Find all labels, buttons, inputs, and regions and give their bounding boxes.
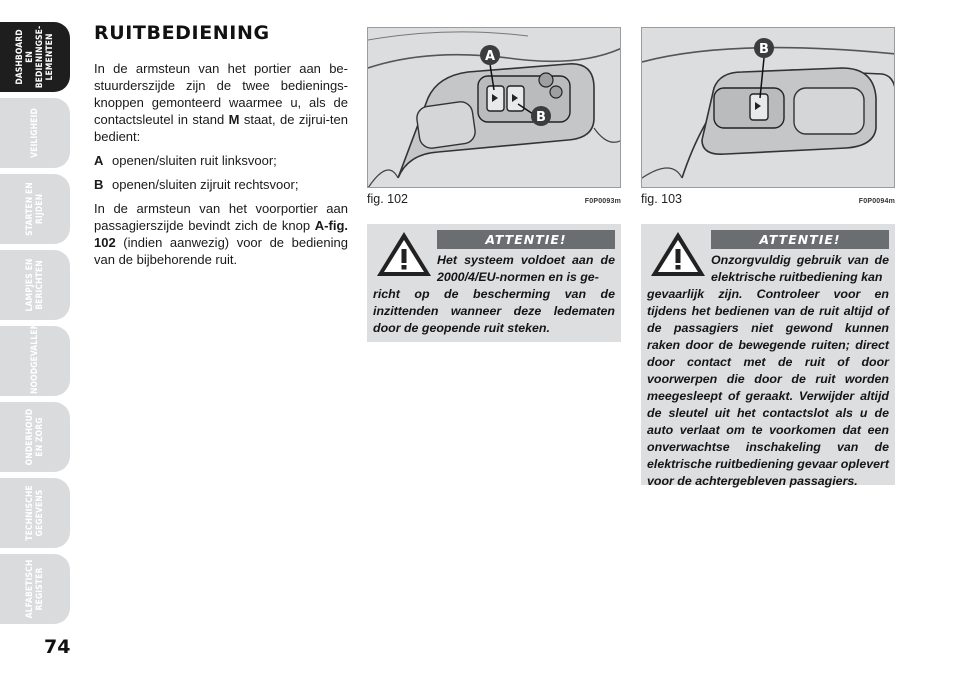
warning-header	[373, 230, 615, 250]
figure-103	[641, 27, 895, 206]
warning-triangle-icon	[649, 230, 707, 278]
tab-technische-gegevens[interactable]	[0, 478, 70, 548]
warning-header	[647, 230, 889, 250]
section-title: RUITBEDIENING	[94, 22, 270, 44]
figure-image	[641, 27, 895, 188]
tab-dashboard[interactable]	[0, 22, 70, 92]
warning-lead: Onzorgvuldig gebruik van de elektrische ruitbediening kan	[711, 253, 889, 284]
warning-title: ATTENTIE!	[711, 230, 889, 249]
figure-reference: A-fig. 102	[94, 218, 348, 250]
tab-noodgevallen[interactable]	[0, 322, 70, 396]
paragraph-text: In de armsteun van het voorportier aan passagierszijde bevindt zich de knop	[94, 201, 348, 233]
passenger-armrest-illustration	[642, 28, 895, 188]
item-key: B	[94, 177, 104, 192]
passenger-paragraph	[94, 200, 348, 268]
callout-b: B	[536, 110, 546, 125]
warning-lead: Het systeem voldoet aan de 2000/4/EU-normen en is ge-	[437, 253, 615, 284]
figure-code: F0P0093m	[584, 198, 621, 205]
warning-box	[641, 224, 895, 488]
tab-label: LAMPJES EN BERICHTEN	[25, 258, 45, 312]
figure-label: fig. 102	[367, 192, 409, 206]
intro-paragraph	[94, 60, 348, 145]
page-number: 74	[44, 636, 71, 658]
tab-lampjes-en-berichten[interactable]	[0, 250, 70, 320]
warning-body: richt op de bescherming van de inzittenden wanneer deze ledematen door de geopende ruit steken.	[373, 287, 615, 335]
figure-label: fig. 103	[641, 192, 683, 206]
figure-code: F0P0094m	[858, 198, 895, 205]
intro-text: In de armsteun van het portier aan be-stuurderszijde zijn de twee bedienings-knoppen gemonteerd waarmee u, als de contactsleutel in stand	[94, 61, 348, 127]
list-item	[94, 176, 348, 193]
tab-label: NOODGEVALLEN	[30, 322, 40, 394]
tab-label: VEILIGHEID	[30, 108, 40, 158]
item-key: A	[94, 153, 104, 168]
list-item	[94, 152, 348, 169]
callout-b: B	[759, 42, 769, 57]
callout-a: A	[484, 49, 496, 64]
warning-triangle-icon	[375, 230, 433, 278]
figure-caption	[641, 192, 895, 206]
tab-label: STARTEN EN RIJDEN	[25, 182, 45, 236]
tab-veiligheid[interactable]	[0, 98, 70, 168]
tab-starten-en-rijden[interactable]	[0, 174, 70, 244]
door-armrest-illustration	[368, 28, 621, 188]
intro-text-end: staat, de zijrui-ten bedient:	[94, 112, 348, 144]
warning-title: ATTENTIE!	[437, 230, 615, 249]
tab-onderhoud-en-zorg[interactable]	[0, 402, 70, 472]
warning-body: gevaarlijk zijn. Controleer voor en tijdens het bedienen van de ruit altijd of de passagiers niet gewond kunnen raken door de bewegende ruiten; direct door contact met de ruit of door voorwerpen die door de ruit worden meegesleept of geraakt. Verwijder altijd de sleutel uit het contactslot als u de auto verlaat om te voorkomen dat een onverwachtse inschakeling van de elektrische ruitbediening gevaar oplevert voor de achtergebleven passagiers.	[647, 287, 889, 488]
tab-alfabetisch-register[interactable]	[0, 554, 70, 624]
item-text: openen/sluiten ruit linksvoor;	[112, 153, 277, 168]
tab-label: DASHBOARD EN BEDIENINGSE- LEMENTEN	[15, 25, 55, 89]
warning-box	[367, 224, 621, 342]
paragraph-text-end: (indien aanwezig) voor de bediening van de bijbehorende ruit.	[94, 235, 348, 267]
ignition-position: M	[228, 112, 240, 127]
item-text: openen/sluiten zijruit rechtsvoor;	[112, 177, 299, 192]
tab-label: ONDERHOUD EN ZORG	[25, 408, 45, 466]
tab-label: ALFABETISCH REGISTER	[25, 559, 45, 619]
warning-text	[647, 252, 889, 490]
text-column	[94, 22, 348, 275]
figure-image	[367, 27, 621, 188]
tab-label: TECHNISCHE GEGEVENS	[25, 485, 45, 541]
figure-caption	[367, 192, 621, 206]
figure-102	[367, 27, 621, 206]
